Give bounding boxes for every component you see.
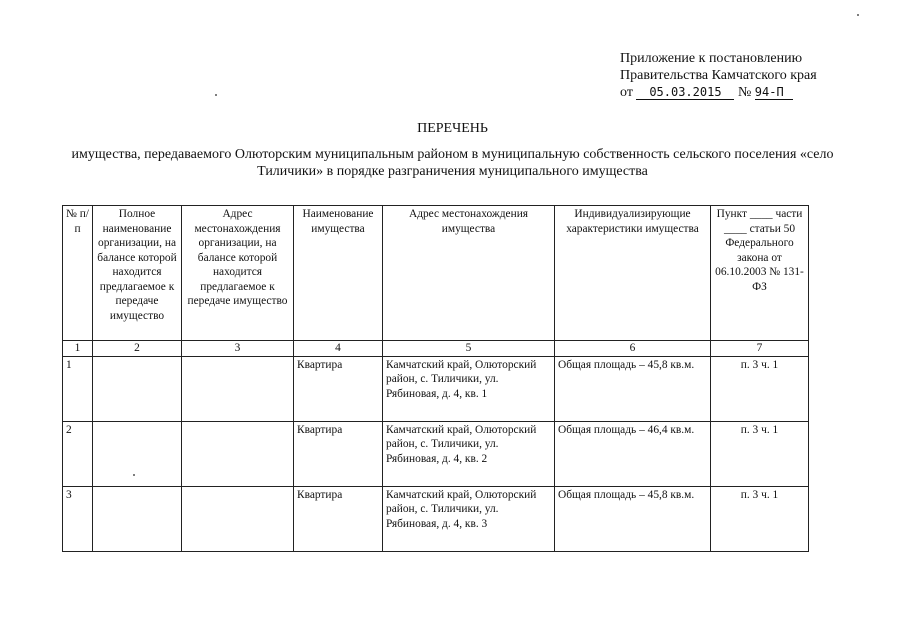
row-org-address [182, 356, 294, 421]
header-cell: Адрес местонахождения организации, на балансе которой находится предлагаемое к передаче имущество [182, 206, 294, 341]
row-number: 3 [63, 486, 93, 551]
table-header-row [63, 206, 809, 341]
scan-speck [133, 474, 135, 476]
date-value: 05.03.2015 [636, 85, 734, 100]
table-row [63, 486, 809, 551]
column-number: 6 [555, 341, 711, 357]
row-org [93, 421, 182, 486]
row-property-name: Квартира [294, 486, 383, 551]
document-subtitle: имущества, передаваемого Олюторским муниципальным районом в муниципальную собственность сельского поселения «село Тиличики» в порядке разграничения муниципального имущества [71, 147, 834, 179]
number-prefix: № [737, 85, 752, 100]
row-characteristics: Общая площадь – 45,8 кв.м. [555, 486, 711, 551]
header-cell: Адрес местонахождения имущества [383, 206, 555, 341]
number-value: 94-П [755, 85, 793, 100]
row-characteristics: Общая площадь – 45,8 кв.м. [555, 356, 711, 421]
header-cell: Наименование имущества [294, 206, 383, 341]
column-number: 5 [383, 341, 555, 357]
header-cell: Пункт ____ части ____ статьи 50 Федерального закона от 06.10.2003 № 131-ФЗ [711, 206, 809, 341]
row-property-address: Камчатский край, Олюторский район, с. Тиличики, ул. Рябиновая, д. 4, кв. 3 [383, 486, 555, 551]
date-prefix: от [620, 85, 633, 100]
column-number: 7 [711, 341, 809, 357]
header-cell: Индивидуализирующие характеристики имущества [555, 206, 711, 341]
row-clause: п. 3 ч. 1 [711, 421, 809, 486]
row-org [93, 356, 182, 421]
property-table [62, 205, 809, 552]
scan-speck [215, 94, 217, 96]
row-property-address: Камчатский край, Олюторский район, с. Тиличики, ул. Рябиновая, д. 4, кв. 2 [383, 421, 555, 486]
table-row [63, 356, 809, 421]
row-clause: п. 3 ч. 1 [711, 356, 809, 421]
header-cell: № п/п [63, 206, 93, 341]
column-number: 4 [294, 341, 383, 357]
appendix-date-line [620, 84, 817, 101]
appendix-header [620, 50, 817, 101]
row-clause: п. 3 ч. 1 [711, 486, 809, 551]
column-number-row [63, 341, 809, 357]
document-title: ПЕРЕЧЕНЬ [417, 121, 488, 136]
appendix-line-2: Правительства Камчатского края [620, 68, 817, 83]
scan-speck [857, 14, 859, 16]
row-org [93, 486, 182, 551]
row-property-name: Квартира [294, 356, 383, 421]
row-org-address [182, 421, 294, 486]
row-property-address: Камчатский край, Олюторский район, с. Тиличики, ул. Рябиновая, д. 4, кв. 1 [383, 356, 555, 421]
row-property-name: Квартира [294, 421, 383, 486]
row-number: 1 [63, 356, 93, 421]
column-number: 1 [63, 341, 93, 357]
row-number: 2 [63, 421, 93, 486]
table-row [63, 421, 809, 486]
row-characteristics: Общая площадь – 46,4 кв.м. [555, 421, 711, 486]
column-number: 2 [93, 341, 182, 357]
header-cell: Полное наименование организации, на балансе которой находится предлагаемое к передаче имущество [93, 206, 182, 341]
appendix-line-1: Приложение к постановлению [620, 51, 803, 66]
column-number: 3 [182, 341, 294, 357]
row-org-address [182, 486, 294, 551]
